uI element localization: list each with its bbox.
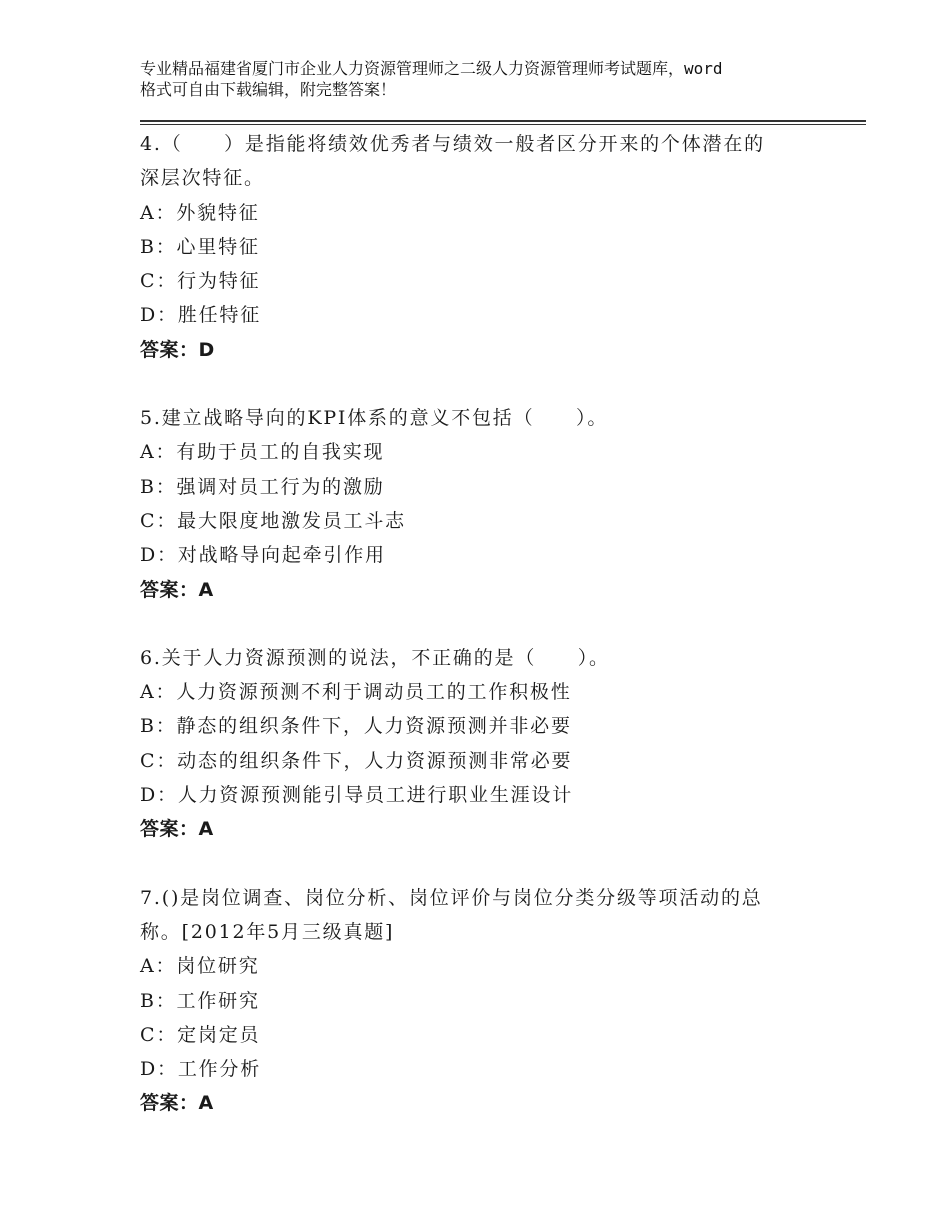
question-list — [140, 127, 820, 1155]
question-5 — [140, 401, 820, 607]
question-stem-line-2: 称。[2012年5月三级真题] — [140, 920, 395, 943]
header-divider-thin — [140, 124, 866, 125]
question-7 — [140, 881, 820, 1121]
question-stem-line-1: 5.建立战略导向的KPI体系的意义不包括（ ）。 — [140, 407, 609, 430]
option-c: C：最大限度地激发员工斗志 — [140, 509, 406, 532]
option-a: A：外貌特征 — [140, 201, 260, 224]
option-b: B：强调对员工行为的激励 — [140, 475, 385, 498]
question-stem-line-2: 深层次特征。 — [140, 167, 265, 190]
question-stem-line-1: 4.（ ）是指能将绩效优秀者与绩效一般者区分开来的个体潜在的 — [140, 133, 765, 155]
option-d: D：工作分析 — [140, 1058, 262, 1081]
document-header — [140, 58, 840, 100]
option-c: C：定岗定员 — [140, 1023, 261, 1046]
option-a: A：人力资源预测不利于调动员工的工作积极性 — [140, 681, 572, 704]
option-c: C：行为特征 — [140, 270, 261, 293]
question-stem-line-1: 7.()是岗位调查、岗位分析、岗位评价与岗位分类分级等项活动的总 — [140, 886, 763, 909]
question-stem-line-1: 6.关于人力资源预测的说法，不正确的是（ ）。 — [140, 646, 610, 669]
answer: 答案：A — [140, 818, 214, 841]
answer: 答案：D — [140, 338, 215, 361]
option-d: D：对战略导向起牵引作用 — [140, 544, 386, 567]
header-line-1: 专业精品福建省厦门市企业人力资源管理师之二级人力资源管理师考试题库，word — [140, 59, 723, 78]
option-a: A：有助于员工的自我实现 — [140, 441, 385, 464]
option-d: D：人力资源预测能引导员工进行职业生涯设计 — [140, 784, 574, 807]
option-b: B：工作研究 — [140, 989, 260, 1012]
answer: 答案：A — [140, 1092, 214, 1115]
answer: 答案：A — [140, 578, 214, 601]
header-line-2: 格式可自由下载编辑，附完整答案！ — [140, 80, 397, 99]
option-c: C：动态的组织条件下，人力资源预测非常必要 — [140, 749, 573, 772]
option-a: A：岗位研究 — [140, 955, 260, 978]
option-d: D：胜任特征 — [140, 304, 262, 327]
question-4 — [140, 127, 820, 367]
option-b: B：静态的组织条件下，人力资源预测并非必要 — [140, 715, 572, 738]
question-6 — [140, 641, 820, 847]
option-b: B：心里特征 — [140, 235, 260, 258]
header-divider-thick — [140, 120, 866, 122]
